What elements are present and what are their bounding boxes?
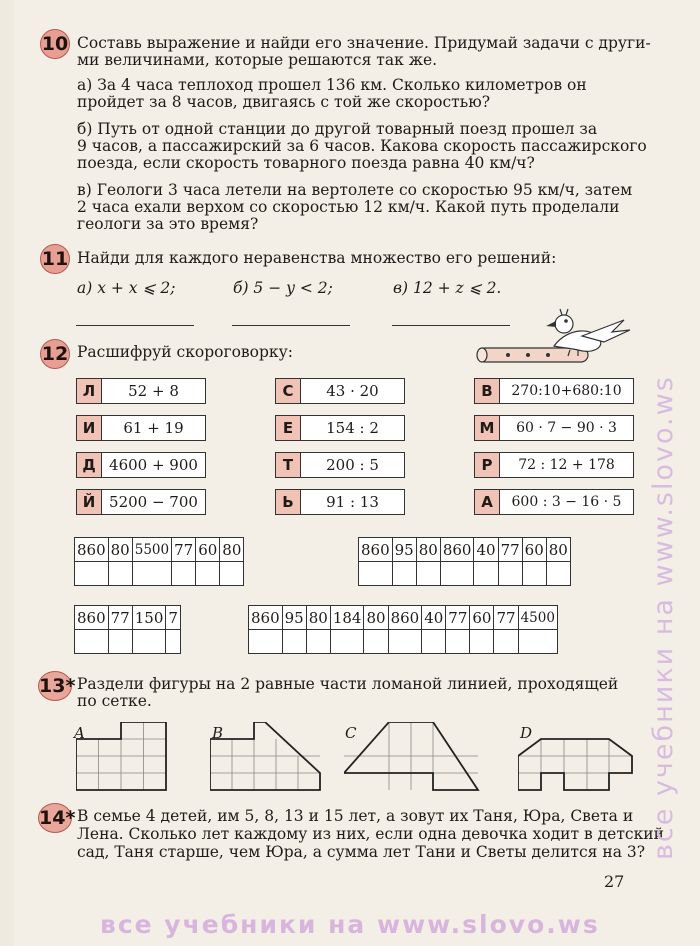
grid-answer-cell[interactable] (172, 562, 196, 586)
grid-answer-cell[interactable] (359, 562, 393, 586)
task10-intro-line1: Составь выражение и найди его значение. Придумай задачи с други- (77, 34, 651, 52)
grid-code-cell: 60 (470, 606, 494, 630)
code-letter: И (77, 416, 102, 440)
grid-code-cell: 60 (196, 538, 220, 562)
figure-d[interactable] (518, 722, 634, 792)
watermark-bottom: все учебники на www.slovo.ws (100, 910, 600, 939)
grid-code-cell: 80 (546, 538, 570, 562)
code-expression: 43 · 20 (326, 382, 379, 400)
grid-answer-cell[interactable] (446, 630, 470, 654)
task10-intro-line2: ми величинами, которые решаются так же. (77, 51, 438, 69)
grid-code-cell: 184 (330, 606, 364, 630)
grid-answer-cell[interactable] (518, 630, 557, 654)
task11-inequality-a: а) x + x ⩽ 2; (77, 279, 176, 297)
grid-code-cell: 80 (220, 538, 244, 562)
code-letter: С (276, 379, 301, 403)
grid-answer-cell[interactable] (282, 630, 306, 654)
code-cell-y (76, 489, 206, 515)
code-cell-m (474, 415, 634, 441)
grid-answer-cell[interactable] (196, 562, 220, 586)
task14-text-line1: В семье 4 детей, им 5, 8, 13 и 15 лет, а зовут их Таня, Юра, Света и (77, 807, 634, 825)
grid-code-cell: 80 (364, 606, 388, 630)
grid-code-cell: 77 (498, 538, 522, 562)
grid-answer-cell[interactable] (474, 562, 498, 586)
page-number: 27 (604, 872, 625, 891)
code-cell-s (275, 378, 405, 404)
task11-inequality-b: б) 5 − y < 2; (233, 279, 333, 297)
grid-answer-cell[interactable] (306, 630, 330, 654)
grid-answer-cell[interactable] (546, 562, 570, 586)
code-cell-e (275, 415, 405, 441)
task10-b-line2: 9 часов, а пассажирский за 6 часов. Какова скорость пассажирского (77, 137, 647, 155)
grid-code-cell: 860 (388, 606, 422, 630)
code-expression: 600 : 3 − 16 · 5 (511, 494, 622, 510)
task13-text-line1: Раздели фигуры на 2 равные части ломаной линией, проходящей (77, 675, 619, 693)
grid-code-cell: 40 (474, 538, 498, 562)
code-expression: 270:10+680:10 (511, 383, 622, 399)
grid-code-cell: 860 (249, 606, 283, 630)
code-cell-soft-sign (275, 489, 405, 515)
code-letter: Ь (276, 490, 301, 514)
code-cell-i (76, 415, 206, 441)
code-letter: М (475, 416, 500, 440)
figure-b[interactable] (210, 722, 322, 792)
task-number-14: 14* (38, 803, 72, 833)
grid-answer-cell[interactable] (330, 630, 364, 654)
code-letter: Й (77, 490, 102, 514)
grid-code-cell: 77 (108, 606, 132, 630)
task10-c-line3: геологи за это время? (77, 215, 259, 233)
task10-c-line2: 2 часа ехали верхом со скоростью 12 км/ч. Какой путь проделали (77, 198, 620, 216)
watermark-side: все учебники на www.slovo.ws (648, 375, 679, 860)
code-expression: 60 · 7 − 90 · 3 (516, 420, 617, 436)
task10-b-line3: поезда, если скорость товарного поезда равна 40 км/ч? (77, 154, 535, 172)
code-expression: 200 : 5 (326, 456, 379, 474)
task10-a-line2: пройдет за 8 часов, двигаясь с той же скоростью? (77, 93, 490, 111)
grid-answer-cell[interactable] (166, 630, 181, 654)
grid-code-cell: 77 (494, 606, 518, 630)
figure-label-a: A (74, 724, 85, 742)
figure-label-b: B (212, 724, 224, 742)
figure-c[interactable] (344, 722, 480, 792)
grid-code-cell: 95 (282, 606, 306, 630)
page-edge (0, 0, 14, 946)
answer-grid-3 (74, 605, 181, 654)
figure-label-c: C (345, 724, 357, 742)
code-letter: Т (276, 453, 301, 477)
code-cell-r (474, 452, 634, 478)
answer-line-b[interactable] (232, 325, 350, 326)
task10-c-line1: в) Геологи 3 часа летели на вертолете со скоростью 95 км/ч, затем (77, 181, 633, 199)
grid-code-cell: 150 (132, 606, 166, 630)
grid-code-cell: 860 (75, 606, 109, 630)
task14-text-line2: Лена. Сколько лет каждому из них, если одна девочка ходит в детский (77, 825, 664, 843)
grid-answer-cell[interactable] (132, 630, 166, 654)
code-letter: А (475, 490, 500, 514)
task-number-10: 10 (40, 29, 70, 59)
grid-answer-cell[interactable] (132, 562, 171, 586)
grid-code-cell: 860 (75, 538, 109, 562)
grid-answer-cell[interactable] (470, 630, 494, 654)
code-letter: В (475, 379, 500, 403)
grid-code-cell: 7 (166, 606, 181, 630)
grid-answer-cell[interactable] (220, 562, 244, 586)
grid-code-cell: 77 (446, 606, 470, 630)
grid-answer-cell[interactable] (416, 562, 440, 586)
task-number-11: 11 (40, 244, 70, 274)
code-expression: 91 : 13 (326, 493, 379, 511)
grid-code-cell: 80 (306, 606, 330, 630)
task12-intro: Расшифруй скороговорку: (77, 343, 293, 361)
grid-answer-cell[interactable] (494, 630, 518, 654)
code-letter: Л (77, 379, 102, 403)
grid-answer-cell[interactable] (75, 562, 109, 586)
grid-code-cell: 80 (108, 538, 132, 562)
task14-text-line3: сад, Таня старше, чем Юра, а сумма лет Тани и Светы делится на 3? (77, 843, 646, 861)
figure-label-d: D (520, 724, 533, 742)
grid-code-cell: 77 (172, 538, 196, 562)
code-cell-t (275, 452, 405, 478)
code-letter: Р (475, 453, 500, 477)
code-cell-l (76, 378, 206, 404)
task-number-13: 13* (38, 671, 72, 701)
task-number-12: 12 (40, 339, 70, 369)
grid-answer-cell[interactable] (498, 562, 522, 586)
grid-code-cell: 80 (416, 538, 440, 562)
grid-code-cell: 40 (422, 606, 446, 630)
grid-answer-cell[interactable] (422, 630, 446, 654)
code-expression: 61 + 19 (123, 419, 184, 437)
grid-code-cell: 860 (440, 538, 474, 562)
grid-answer-cell[interactable] (388, 630, 422, 654)
task13-text-line2: по сетке. (77, 692, 152, 710)
code-cell-v (474, 378, 634, 404)
grid-answer-cell[interactable] (249, 630, 283, 654)
grid-code-cell: 60 (522, 538, 546, 562)
code-letter: Е (276, 416, 301, 440)
code-expression: 72 : 12 + 178 (518, 457, 615, 473)
grid-code-cell: 4500 (518, 606, 557, 630)
code-cell-d (76, 452, 206, 478)
grid-answer-cell[interactable] (75, 630, 109, 654)
grid-answer-cell[interactable] (392, 562, 416, 586)
grid-code-cell: 860 (359, 538, 393, 562)
code-letter: Д (77, 453, 102, 477)
grid-answer-cell[interactable] (364, 630, 388, 654)
grid-answer-cell[interactable] (108, 630, 132, 654)
task11-intro: Найди для каждого неравенства множество его решений: (77, 249, 557, 267)
code-expression: 154 : 2 (326, 419, 379, 437)
answer-grid-4 (248, 605, 558, 654)
bird-on-pipe-illustration (474, 306, 634, 376)
grid-answer-cell[interactable] (108, 562, 132, 586)
code-expression: 5200 − 700 (109, 493, 198, 511)
grid-code-cell: 95 (392, 538, 416, 562)
task10-a-line1: а) За 4 часа теплоход прошел 136 км. Сколько километров он (77, 76, 587, 94)
grid-answer-cell[interactable] (522, 562, 546, 586)
grid-answer-cell[interactable] (440, 562, 474, 586)
grid-code-cell: 5500 (132, 538, 171, 562)
figure-a[interactable] (76, 722, 168, 792)
answer-grid-1 (74, 537, 244, 586)
task11-inequality-c: в) 12 + z ⩽ 2. (393, 279, 502, 297)
task10-b-line1: б) Путь от одной станции до другой товарный поезд прошел за (77, 120, 598, 138)
code-expression: 52 + 8 (128, 382, 179, 400)
code-cell-a (474, 489, 634, 515)
code-expression: 4600 + 900 (109, 456, 198, 474)
answer-grid-2 (358, 537, 571, 586)
answer-line-a[interactable] (76, 325, 194, 326)
